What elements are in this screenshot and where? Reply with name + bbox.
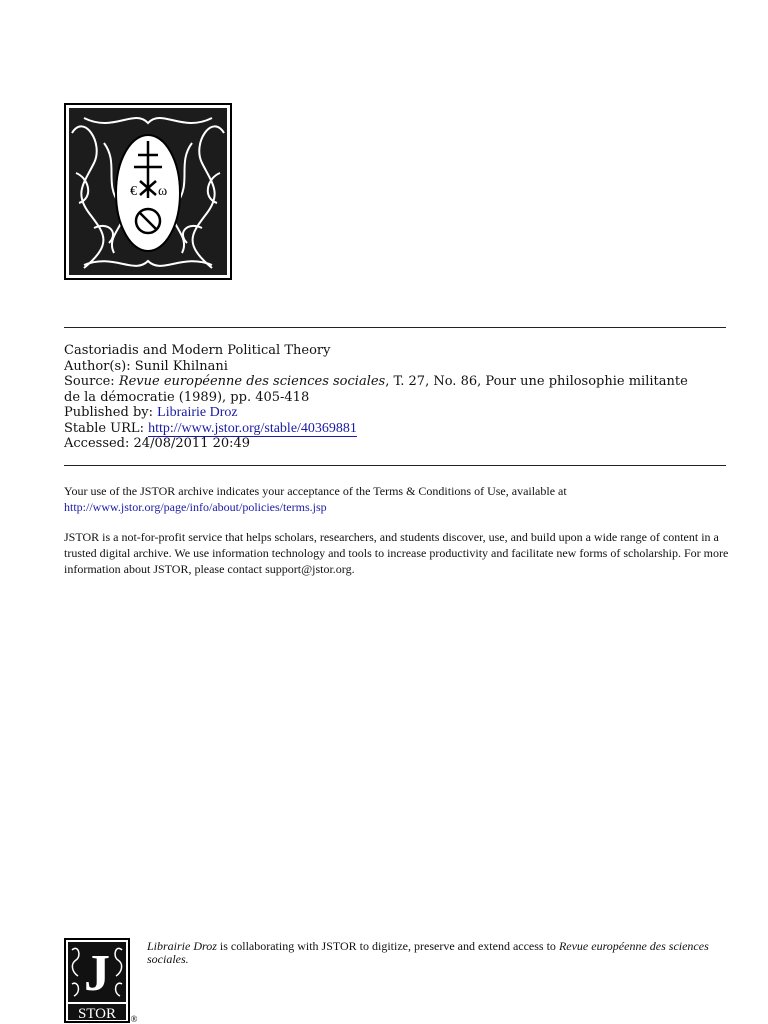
article-metadata	[64, 343, 744, 452]
svg-text:J: J	[84, 945, 110, 1002]
publisher-link[interactable]: Librairie Droz	[157, 405, 238, 420]
jstor-about-paragraph: JSTOR is a not-for-profit service that helps scholars, researchers, and students discover, use, and build upon a wide range of content in a trusted digital archive. We use information technology and tools to increase productivity and facilitate new forms of scholarship. For more information about JSTOR, please contact support@jstor.org.	[64, 530, 729, 576]
article-title: Castoriadis and Modern Political Theory	[64, 343, 331, 358]
published-label: Published by:	[64, 405, 153, 420]
jstor-logo	[64, 938, 142, 1024]
terms-notice	[64, 483, 744, 591]
author-label: Author(s):	[64, 358, 131, 374]
source-journal: Revue européenne des sciences sociales	[118, 374, 386, 389]
stable-url-line	[64, 421, 744, 437]
author-line	[64, 359, 744, 375]
collab-text: is collaborating with JSTOR to digitize, preserve and extend access to	[216, 939, 559, 953]
jstor-logo-text: STOR	[77, 1006, 117, 1022]
accessed-line	[64, 436, 744, 452]
svg-text:ω: ω	[158, 184, 168, 199]
svg-text:€: €	[130, 184, 137, 199]
stable-url-link[interactable]: http://www.jstor.org/stable/40369881	[148, 420, 357, 436]
collab-publisher: Librairie Droz	[147, 939, 217, 953]
publisher-line	[64, 405, 744, 421]
terms-text: Your use of the JSTOR archive indicates your acceptance of the Terms & Conditions of Use, available at	[64, 484, 567, 498]
source-line-continued: de la démocratie (1989), pp. 405-418	[64, 389, 310, 405]
bottom-rule	[64, 465, 726, 466]
source-details: , T. 27, No. 86, Pour une philosophie militante	[385, 374, 688, 389]
stable-url-label: Stable URL:	[64, 420, 144, 436]
terms-link[interactable]: http://www.jstor.org/page/info/about/policies/terms.jsp	[64, 500, 327, 514]
accessed-label: Accessed:	[64, 436, 130, 451]
publisher-seal-image	[64, 103, 232, 280]
source-label: Source:	[64, 374, 115, 389]
top-rule	[64, 327, 726, 328]
source-line	[64, 374, 744, 390]
collab-journal: Revue européenne des sciences sociales.	[147, 939, 709, 966]
accessed-date: 24/08/2011 20:49	[133, 436, 251, 451]
author-name: Sunil Khilnani	[134, 358, 228, 374]
registered-mark: ®	[130, 1014, 138, 1024]
collaboration-notice	[147, 940, 737, 965]
terms-paragraph	[64, 483, 744, 515]
